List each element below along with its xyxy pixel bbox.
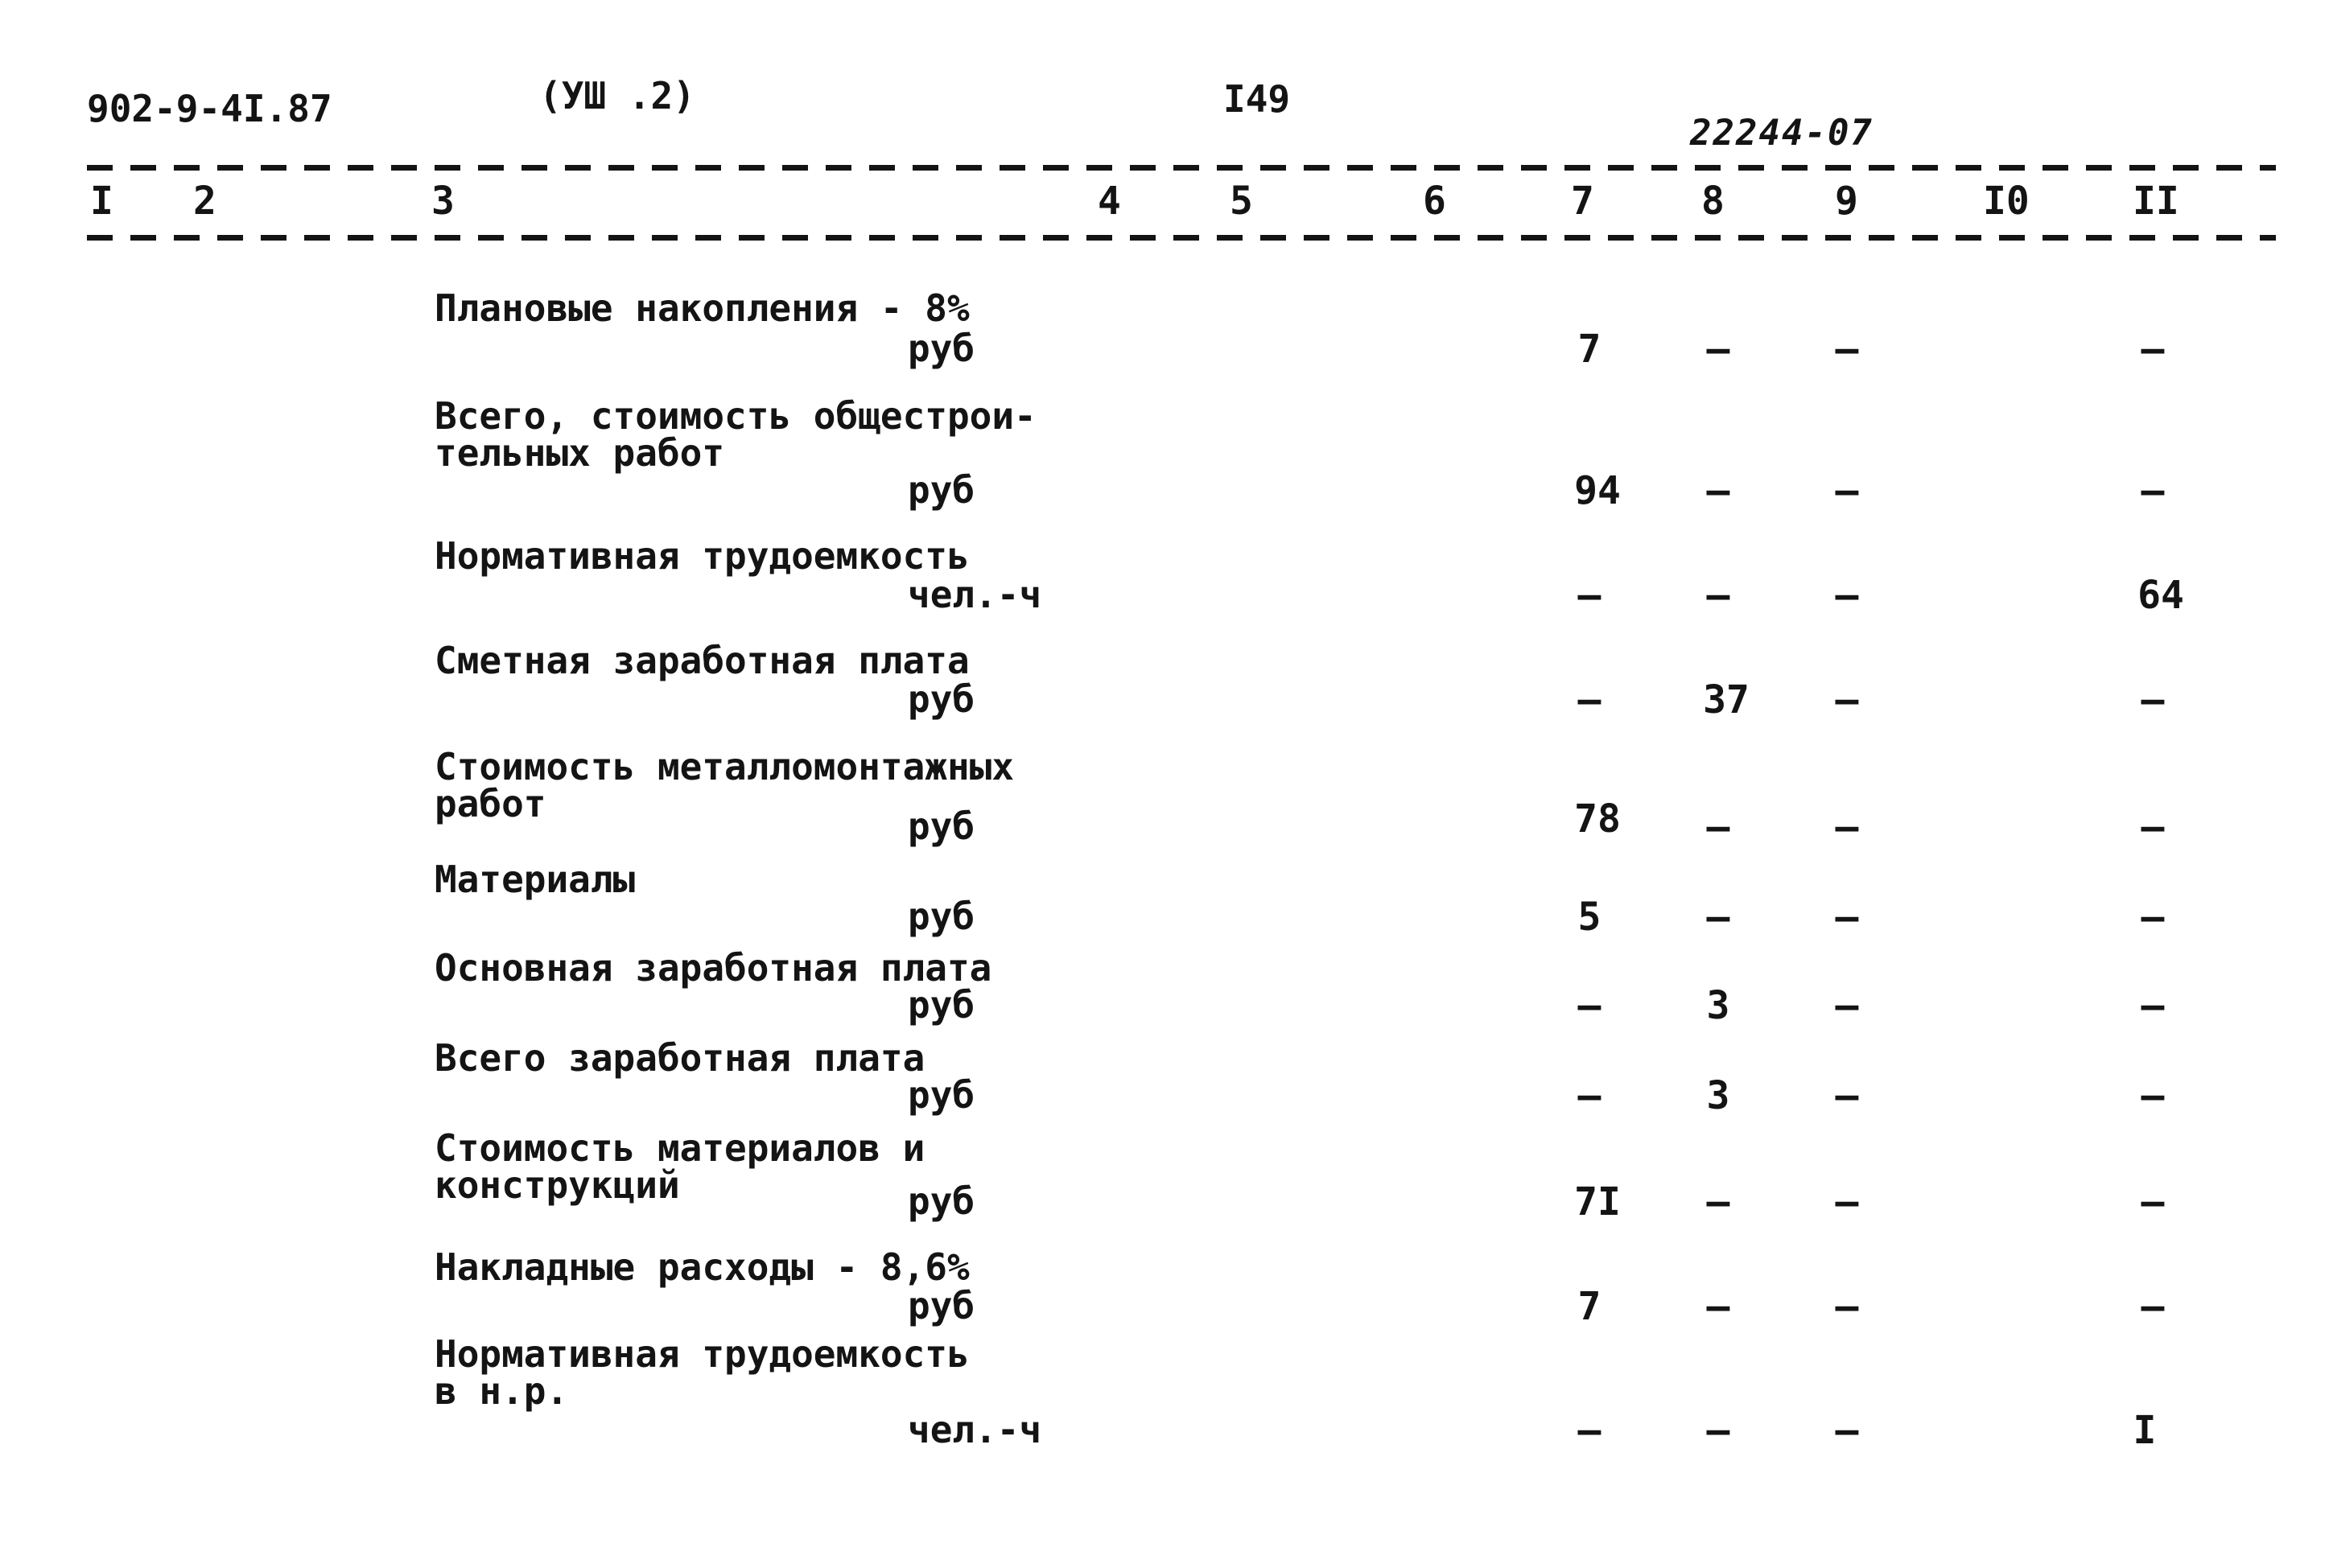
cell-col9: –: [1835, 677, 1859, 722]
row-unit: чел.-ч: [908, 573, 1042, 616]
cell-col8: –: [1706, 1179, 1730, 1224]
column-number: II: [2133, 179, 2179, 224]
header-top-rule: [87, 165, 2276, 171]
cell-col11: –: [2141, 1179, 2165, 1224]
column-number: I: [90, 179, 113, 224]
cell-col7: 94: [1574, 468, 1621, 513]
page-number: I49: [1223, 77, 1291, 121]
cell-col8: –: [1706, 895, 1730, 940]
section-label: (УШ .2): [539, 74, 695, 117]
row-unit: руб: [908, 468, 975, 512]
row-description: Стоимость материалов и конструкций: [435, 1126, 925, 1207]
cell-col7: –: [1577, 1408, 1601, 1453]
cell-col7: –: [1577, 573, 1601, 618]
header-bottom-rule: [87, 235, 2276, 241]
column-number: 3: [431, 179, 455, 224]
column-number: 7: [1571, 179, 1594, 224]
cell-col8: –: [1706, 805, 1730, 850]
column-number: 2: [193, 179, 216, 224]
cell-col8: –: [1706, 468, 1730, 513]
row-unit: руб: [908, 983, 975, 1027]
cell-col8: 3: [1706, 983, 1730, 1028]
cell-col9: –: [1835, 1284, 1859, 1329]
row-description: Материалы: [435, 858, 636, 901]
cell-col7: 7I: [1574, 1179, 1621, 1224]
row-description: Накладные расходы - 8,6%: [435, 1245, 970, 1289]
cell-col7: 78: [1574, 796, 1621, 842]
cell-col8: –: [1706, 1408, 1730, 1453]
cell-col7: 5: [1577, 895, 1601, 940]
column-number: I0: [1983, 179, 2030, 224]
column-number: 6: [1423, 179, 1446, 224]
column-number: 9: [1835, 179, 1858, 224]
row-unit: руб: [908, 895, 975, 938]
cell-col8: –: [1706, 327, 1730, 372]
row-description: Плановые накопления - 8%: [435, 286, 970, 330]
cell-col9: –: [1835, 327, 1859, 372]
cell-col9: –: [1835, 468, 1859, 513]
cell-col8: –: [1706, 573, 1730, 618]
row-description: Стоимость металломонтажных работ: [435, 745, 1015, 825]
cell-col8: 37: [1703, 677, 1750, 722]
row-unit: руб: [908, 1179, 975, 1223]
cell-col7: 7: [1577, 1284, 1601, 1329]
cell-col11: –: [2141, 327, 2165, 372]
row-unit: руб: [908, 1073, 975, 1117]
row-unit: руб: [908, 327, 975, 370]
cell-col11: –: [2141, 895, 2165, 940]
row-description: Всего заработная плата: [435, 1036, 925, 1080]
cell-col7: –: [1577, 983, 1601, 1028]
column-number: 4: [1098, 179, 1121, 224]
cell-col11: –: [2141, 677, 2165, 722]
cell-col9: –: [1835, 573, 1859, 618]
row-description: Всего, стоимость общестрои- тельных работ: [435, 394, 1037, 475]
document-code: 902-9-4I.87: [87, 87, 332, 130]
cell-col7: –: [1577, 677, 1601, 722]
cell-col11: 64: [2137, 573, 2184, 618]
cell-col9: –: [1835, 1408, 1859, 1453]
cell-col9: –: [1835, 805, 1859, 850]
row-description: Нормативная трудоемкость в н.р.: [435, 1332, 970, 1413]
row-unit: чел.-ч: [908, 1408, 1042, 1451]
row-unit: руб: [908, 805, 975, 848]
cell-col11: –: [2141, 805, 2165, 850]
cell-col11: –: [2141, 983, 2165, 1028]
row-description: Сметная заработная плата: [435, 639, 970, 682]
cell-col8: 3: [1706, 1073, 1730, 1118]
cell-col7: 7: [1577, 327, 1601, 372]
cell-col9: –: [1835, 983, 1859, 1028]
column-number: 5: [1230, 179, 1253, 224]
cell-col9: –: [1835, 895, 1859, 940]
cell-col11: –: [2141, 468, 2165, 513]
row-unit: руб: [908, 677, 975, 721]
cell-col9: –: [1835, 1179, 1859, 1224]
cell-col11: –: [2141, 1284, 2165, 1329]
cell-col11: –: [2141, 1073, 2165, 1118]
row-unit: руб: [908, 1284, 975, 1327]
cell-col11: I: [2133, 1408, 2157, 1453]
column-number: 8: [1701, 179, 1725, 224]
archive-number: 22244-07: [1690, 113, 1874, 154]
cell-col7: –: [1577, 1073, 1601, 1118]
cell-col8: –: [1706, 1284, 1730, 1329]
cell-col9: –: [1835, 1073, 1859, 1118]
row-description: Основная заработная плата: [435, 946, 992, 990]
row-description: Нормативная трудоемкость: [435, 534, 970, 578]
